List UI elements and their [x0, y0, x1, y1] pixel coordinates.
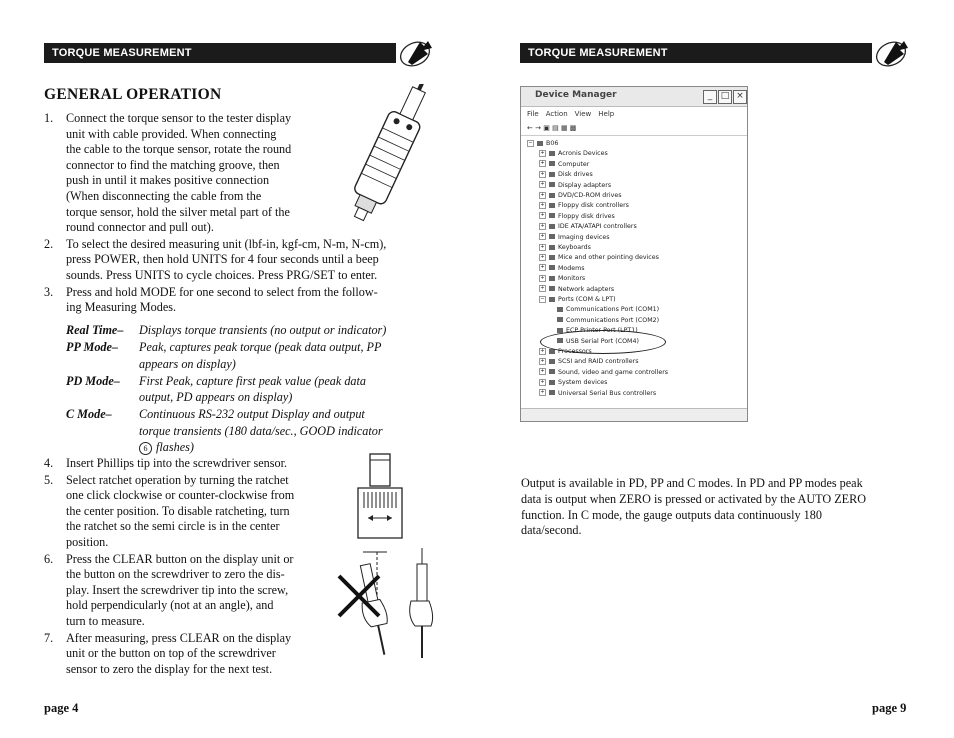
tree-item-label: Imaging devices	[558, 233, 610, 241]
step-text-line: sounds. Press UNITS to cycle choices. Press PRG/SET to enter.	[66, 268, 378, 282]
maximize-button[interactable]: □	[718, 90, 732, 104]
menu-item-file[interactable]: File	[527, 110, 539, 118]
device-icon	[549, 193, 555, 198]
device-icon	[549, 161, 555, 166]
correct-usage-illustration	[333, 546, 445, 666]
step-text-line: hold perpendicularly (not at an angle), and	[66, 598, 274, 613]
device-icon	[549, 255, 555, 260]
step-text-line: the cable to the torque sensor, rotate the round	[66, 142, 292, 157]
tree-item-label: Ports (COM & LPT)	[558, 296, 616, 303]
step-text-line: the ratchet so the semi circle is in the center	[66, 519, 280, 534]
device-icon	[549, 151, 555, 156]
tree-category-item[interactable]: + Imaging devices	[540, 233, 610, 241]
menu-bar	[521, 107, 747, 121]
brand-logo-icon	[398, 38, 436, 68]
tree-category-item[interactable]: + SCSI and RAID controllers	[540, 357, 639, 366]
mode-description-line: appears on display)	[139, 356, 236, 371]
tree-category-item[interactable]: + Mice and other pointing devices	[540, 253, 659, 262]
minimize-button[interactable]: _	[703, 90, 717, 104]
step-text-line: Press the CLEAR button on the display unit or	[66, 551, 294, 566]
menu-item-help[interactable]: Help	[598, 110, 615, 118]
right-section-header: TORQUE MEASUREMENT	[520, 43, 872, 63]
mode-label: Real Time–	[66, 323, 124, 337]
device-icon	[549, 380, 555, 385]
output-paragraph	[521, 476, 905, 539]
device-icon	[549, 172, 555, 177]
print-icon[interactable]: ▤	[552, 124, 559, 132]
mode-description-line: output, PD appears on display)	[139, 390, 293, 404]
status-bar	[521, 408, 747, 421]
tree-item-label: Sound, video and game controllers	[558, 368, 669, 376]
tree-category-item[interactable]: + Monitors	[540, 274, 586, 283]
step-text-line: torque sensor, hold the silver metal part of the	[66, 204, 290, 219]
good-indicator-icon: 6	[139, 442, 152, 455]
step-text-line: position.	[66, 535, 109, 549]
mode-description-text: flashes)	[156, 440, 194, 454]
device-icon	[549, 203, 555, 208]
step-text-line: play. Insert the screwdriver tip into the screw,	[66, 582, 289, 597]
device-icon	[549, 390, 555, 395]
tree-category-item[interactable]: + Floppy disk controllers	[540, 201, 629, 210]
tree-category-item[interactable]: − Ports (COM & LPT)	[540, 295, 616, 303]
back-arrow-icon[interactable]: ←	[527, 124, 533, 132]
step-text-line: press POWER, then hold UNITS for 4 four seconds until a beep	[66, 252, 379, 267]
tree-category-item[interactable]: + Acronis Devices	[540, 149, 608, 158]
torque-sensor-illustration	[340, 84, 440, 234]
tree-item-label: Communications Port (COM2)	[566, 316, 660, 324]
paragraph-line: data/second.	[521, 523, 582, 538]
device-tree	[521, 139, 747, 409]
step-number: 2.	[44, 236, 54, 251]
step-text-line: unit or the button on top of the screwdriver	[66, 646, 276, 661]
device-icon	[549, 182, 555, 187]
help-icon[interactable]: ▩	[569, 124, 577, 132]
step-number: 1.	[44, 111, 54, 125]
tree-category-item[interactable]: + Computer	[540, 160, 590, 168]
tree-category-item[interactable]: + Disk drives	[540, 170, 593, 179]
tree-item-label: Modems	[558, 264, 585, 272]
step-text-line: Connect the torque sensor to the tester display	[66, 111, 292, 125]
device-icon	[549, 297, 555, 302]
step-text-line: After measuring, press CLEAR on the display	[66, 630, 292, 645]
step-text-line: the center position. To disable ratcheting, turn	[66, 503, 290, 518]
device-icon	[549, 276, 555, 281]
tree-category-item[interactable]: + Modems	[540, 264, 585, 272]
tree-port-item[interactable]	[557, 316, 659, 325]
tree-item-label: Communications Port (COM1)	[566, 306, 660, 314]
step-number: 3.	[44, 284, 54, 299]
tree-item-label: Processors	[558, 348, 592, 355]
computer-icon	[537, 141, 543, 146]
step-text-line: unit with cable provided. When connecting	[66, 126, 277, 141]
device-icon	[549, 286, 555, 291]
window-title: Device Manager	[535, 90, 617, 100]
tree-item-label: Floppy disk drives	[558, 212, 615, 220]
device-manager-window	[520, 86, 748, 422]
tree-item-label: Mice and other pointing devices	[558, 254, 659, 262]
tree-item-label: Disk drives	[558, 171, 593, 179]
step-text-line: ing Measuring Modes.	[66, 300, 177, 315]
tree-category-item[interactable]: + Processors	[540, 347, 592, 355]
step-text-line: (When disconnecting the cable from the	[66, 189, 262, 203]
tree-item-label: Acronis Devices	[558, 150, 608, 158]
paragraph-line: function. In C mode, the gauge outputs data continuously 180	[521, 507, 822, 522]
tree-root[interactable]: − B06	[528, 139, 559, 147]
tree-item-label: ECP Printer Port (LPT1)	[566, 327, 638, 335]
view-icon[interactable]: ▣	[543, 124, 550, 132]
mode-description-line: First Peak, capture first peak value (peak data	[139, 373, 366, 388]
tree-category-item[interactable]: + IDE ATA/ATAPI controllers	[540, 222, 637, 231]
step-number: 7.	[44, 630, 54, 645]
tree-item-label: Network adapters	[558, 285, 615, 293]
tree-item-label: USB Serial Port (COM4)	[566, 337, 639, 345]
tree-item-label: Keyboards	[558, 244, 591, 251]
step-text-line: one click clockwise or counter-clockwise from	[66, 488, 295, 503]
device-icon	[557, 317, 563, 322]
mode-label: PP Mode–	[66, 340, 119, 354]
right-page-number: page 9	[872, 701, 907, 715]
tree-port-item[interactable]	[557, 305, 659, 314]
device-icon	[549, 359, 555, 364]
step-text-line: To select the desired measuring unit (lbf-in, kgf-cm, N-m, N-cm),	[66, 236, 387, 251]
mode-description-line: Peak, captures peak torque (peak data output, PP	[139, 340, 382, 354]
step-text-line: round connector and pull out).	[66, 220, 214, 235]
step-number: 6.	[44, 551, 54, 566]
screwdriver-sensor-illustration	[352, 452, 412, 544]
tree-category-item[interactable]: + Display adapters	[540, 181, 612, 189]
tree-category-item[interactable]: + System devices	[540, 378, 608, 387]
mode-description-line: Continuous RS-232 output Display and output	[139, 407, 365, 421]
device-icon	[557, 307, 563, 312]
step-number: 4.	[44, 456, 54, 470]
tree-item-label: IDE ATA/ATAPI controllers	[558, 223, 637, 231]
tree-item-label: Computer	[558, 160, 590, 168]
tree-item-label: Monitors	[558, 275, 586, 283]
device-icon	[549, 234, 555, 239]
mode-description-line: Displays torque transients (no output or indicator)	[139, 323, 387, 337]
left-section-header: TORQUE MEASUREMENT	[44, 43, 396, 63]
tree-category-item[interactable]: + Universal Serial Bus controllers	[540, 389, 657, 397]
step-text-line: turn to measure.	[66, 614, 145, 628]
device-icon	[549, 224, 555, 229]
close-button[interactable]: ×	[733, 90, 747, 104]
highlight-oval	[540, 330, 666, 354]
toolbar	[521, 121, 747, 136]
tree-root-label: B06	[546, 140, 559, 147]
mode-description-line: torque transients (180 data/sec., GOOD indicator	[139, 423, 383, 438]
tree-category-item[interactable]: + DVD/CD-ROM drives	[540, 191, 622, 199]
step-text-line: Select ratchet operation by turning the ratchet	[66, 472, 289, 487]
tree-category-item[interactable]: + Keyboards	[540, 243, 591, 251]
mode-label: C Mode–	[66, 407, 112, 421]
menu-item-view[interactable]: View	[574, 110, 592, 118]
brand-logo-icon	[874, 38, 912, 68]
tree-category-item[interactable]: + Network adapters	[540, 285, 615, 293]
tree-item-label: DVD/CD-ROM drives	[558, 192, 622, 199]
step-text-line: Insert Phillips tip into the screwdriver sensor.	[66, 456, 288, 470]
step-text-line: push in until it makes positive connection	[66, 173, 270, 188]
properties-icon[interactable]: ▦	[560, 124, 568, 132]
tree-item-label: Universal Serial Bus controllers	[558, 389, 657, 397]
step-text-line: Press and hold MODE for one second to select from the follow-	[66, 284, 378, 299]
device-icon	[549, 265, 555, 270]
tree-category-item[interactable]: + Floppy disk drives	[540, 212, 615, 220]
device-icon	[549, 245, 555, 250]
menu-item-action[interactable]: Action	[545, 110, 568, 118]
tree-item-label: Display adapters	[558, 181, 612, 189]
tree-item-label: Floppy disk controllers	[558, 202, 629, 210]
step-text-line: the button on the screwdriver to zero the dis-	[66, 567, 285, 582]
step-text-line: sensor to zero the display for the next test.	[66, 661, 273, 676]
tree-item-label: SCSI and RAID controllers	[558, 358, 639, 366]
step-text-line: connector to find the matching groove, then	[66, 157, 280, 172]
mode-label: PD Mode–	[66, 373, 120, 388]
section-title: GENERAL OPERATION	[44, 86, 222, 103]
tree-category-item[interactable]: + Sound, video and game controllers	[540, 368, 669, 376]
paragraph-line: Output is available in PD, PP and C modes. In PD and PP modes peak	[521, 476, 863, 490]
forward-arrow-icon[interactable]: →	[535, 124, 541, 132]
left-page-number: page 4	[44, 701, 79, 715]
mode-description-line	[139, 439, 194, 456]
tree-item-label: System devices	[558, 379, 608, 387]
step-number: 5.	[44, 472, 54, 487]
device-icon	[549, 213, 555, 218]
window-title-bar	[521, 87, 747, 107]
paragraph-line: data is output when ZERO is pressed or activated by the AUTO ZERO	[521, 491, 867, 506]
device-icon	[549, 369, 555, 374]
